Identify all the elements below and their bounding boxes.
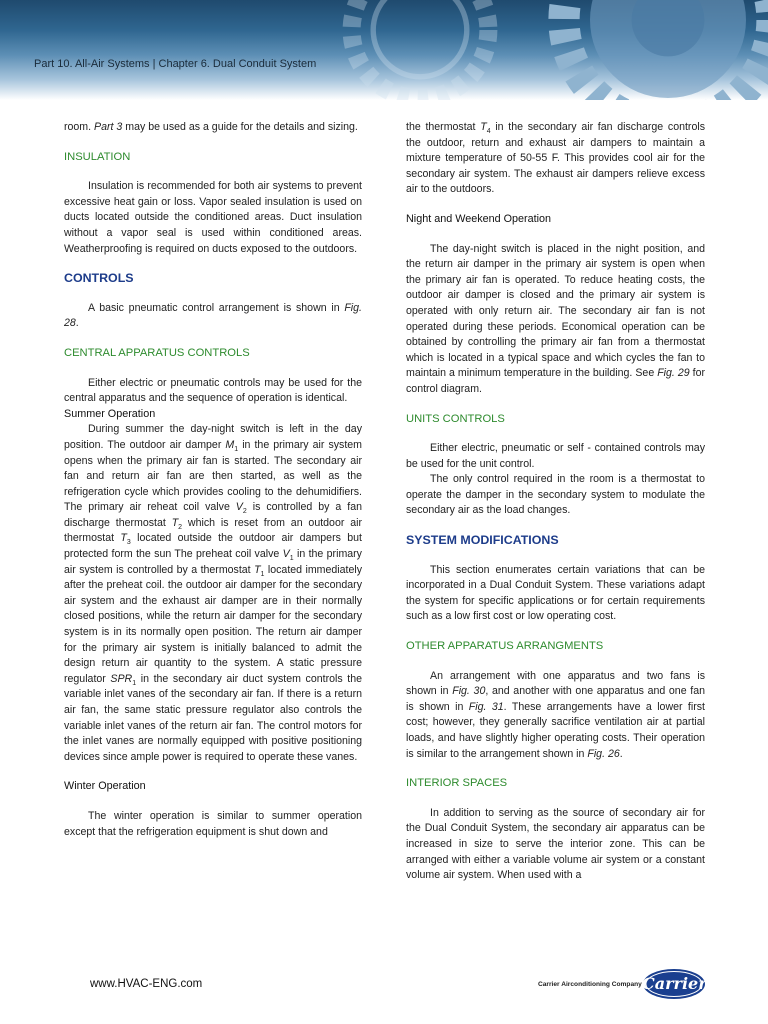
paragraph-system-modifications: This section enumerates certain variations that can be incorporated in a Dual Conduit System. These variations adapt the system for specific applications or for certain requirements such as a low first cost or low operating cost. <box>406 563 705 623</box>
paragraph-controls: A basic pneumatic control arrangement is shown in Fig. 28. <box>64 301 362 330</box>
paragraph-interior-spaces: In addition to serving as the source of secondary air for the Dual Conduit System, the secondary air apparatus can be increased in size to serve the interior zone. This can be arranged with either a variable volume air system or a constant volume air system. When used with a <box>406 806 705 882</box>
paragraph-summer: During summer the day-night switch is left in the day position. The outdoor air damper $M_1$ in the primary air system opens when the primary air fan is started. The secondary air fan and return air fan are then started, as well as the refrigeration cycle which provides cooling to the dehumidifiers. The primary air reheat coil valve $V_2$ is controlled by a fan discharge thermostat $T_2$ which is reset from an outdoor air thermostat $T_3$ located outside the outdoor air dampers but protected form the sun The preheat coil valve $V_1$ in the primary air system is controlled by a thermostat $T_1$ located immediately after the preheat coil. the outdoor air damper for the secondary air system and the exhaust air damper are in their normally closed positions, while the return air damper for the secondary system is in its normally open position. The return air damper for the primary air system is initially balanced to admit the design return air quantity to the system. A static pressure regulator $SPR_1$ in the secondary air duct system controls the variable inlet vanes of the secondary air fan. If there is a return air fan, the same static pressure regulator also controls the variable inlet vanes of the return air fan. The control motors for the inlet vanes are normally equipped with positive positioning devices since ample power is required to operate these vanes. <box>64 423 362 763</box>
gear-graphic-icon <box>538 0 768 100</box>
paragraph-insulation: Insulation is recommended for both air systems to prevent excessive heat gain or loss. Vapor sealed insulation is used on ducts located outside the conditioned areas. Duct insulation without a vapor seal is used within conditioned areas. Weatherproofing is required on ducts exposed to the outdoors. <box>64 180 362 255</box>
paragraph-night-weekend: The day-night switch is placed in the night position, and the return air damper in the primary air system is open when the primary air fan is operated. To reduce heating costs, the outdoor air damper is closed and the primary air system is operated with only return air. The secondary air fan is not operated during these periods. Economical operation can be obtained by controlling the primary air fan from a thermostat which is located in a typical space and which cycles the fan to maintain a minimum temperature in the building. See Fig. 29 for control diagram. <box>406 242 705 395</box>
paragraph-other-apparatus: An arrangement with one apparatus and two fans is shown in Fig. 30, and another with one apparatus and one fan is shown in Fig. 31. These arrangements have a lower first cost; however, they generally sacrifice ventilation air at partial loads, and have slightly higher operating costs. Their operation is similar to the arrangement shown in Fig. 26. <box>406 669 706 760</box>
subheading-winter: Winter Operation <box>64 780 146 793</box>
carrier-logo-text: Carrier <box>642 974 707 993</box>
paragraph-central-apparatus: Either electric or pneumatic controls may be used for the central apparatus and the sequence of operation is identical. <box>64 376 362 405</box>
footer-url-link[interactable]: www.HVAC-ENG.com <box>90 978 203 990</box>
gear-icon <box>330 0 510 100</box>
heading-other-apparatus: OTHER APPARATUS ARRANGMENTS <box>406 640 604 653</box>
paragraph: the thermostat $T_4$ in the secondary air fan discharge controls the outdoor, return and exhaust air dampers to maintain a mixture temperature of 50-55 F. This provides cool air for the secondary air system. The exhaust air dampers relieve excess air to the outdoors. <box>406 121 705 196</box>
heading-controls: CONTROLS <box>64 271 134 286</box>
heading-interior-spaces: INTERIOR SPACES <box>406 777 508 790</box>
carrier-logo-icon <box>642 968 706 1000</box>
footer-company-name: Carrier Airconditioning Company <box>538 981 642 988</box>
heading-central-apparatus: CENTRAL APPARATUS CONTROLS <box>64 346 250 359</box>
paragraph-units-controls-1: Either electric, pneumatic or self - contained controls may be used for the unit control. <box>406 442 705 470</box>
heading-system-modifications: SYSTEM MODIFICATIONS <box>406 533 559 548</box>
subheading-summer: Summer Operation <box>64 407 156 420</box>
left-column <box>64 120 362 840</box>
page-header-banner <box>0 0 768 100</box>
subheading-night-weekend: Night and Weekend Operation <box>406 212 552 225</box>
paragraph: room. Part 3 may be used as a guide for the details and sizing. <box>64 121 358 133</box>
paragraph-winter: The winter operation is similar to summer operation except that the refrigeration equipment is shut down and <box>64 809 362 838</box>
heading-insulation: INSULATION <box>64 150 131 163</box>
heading-units-controls: UNITS CONTROLS <box>406 412 505 425</box>
breadcrumb: Part 10. All-Air Systems | Chapter 6. Dual Conduit System <box>34 58 317 70</box>
paragraph-units-controls-2: The only control required in the room is a thermostat to operate the damper in the secondary system to modulate the secondary air as the load changes. <box>406 473 705 517</box>
right-column <box>406 120 705 884</box>
